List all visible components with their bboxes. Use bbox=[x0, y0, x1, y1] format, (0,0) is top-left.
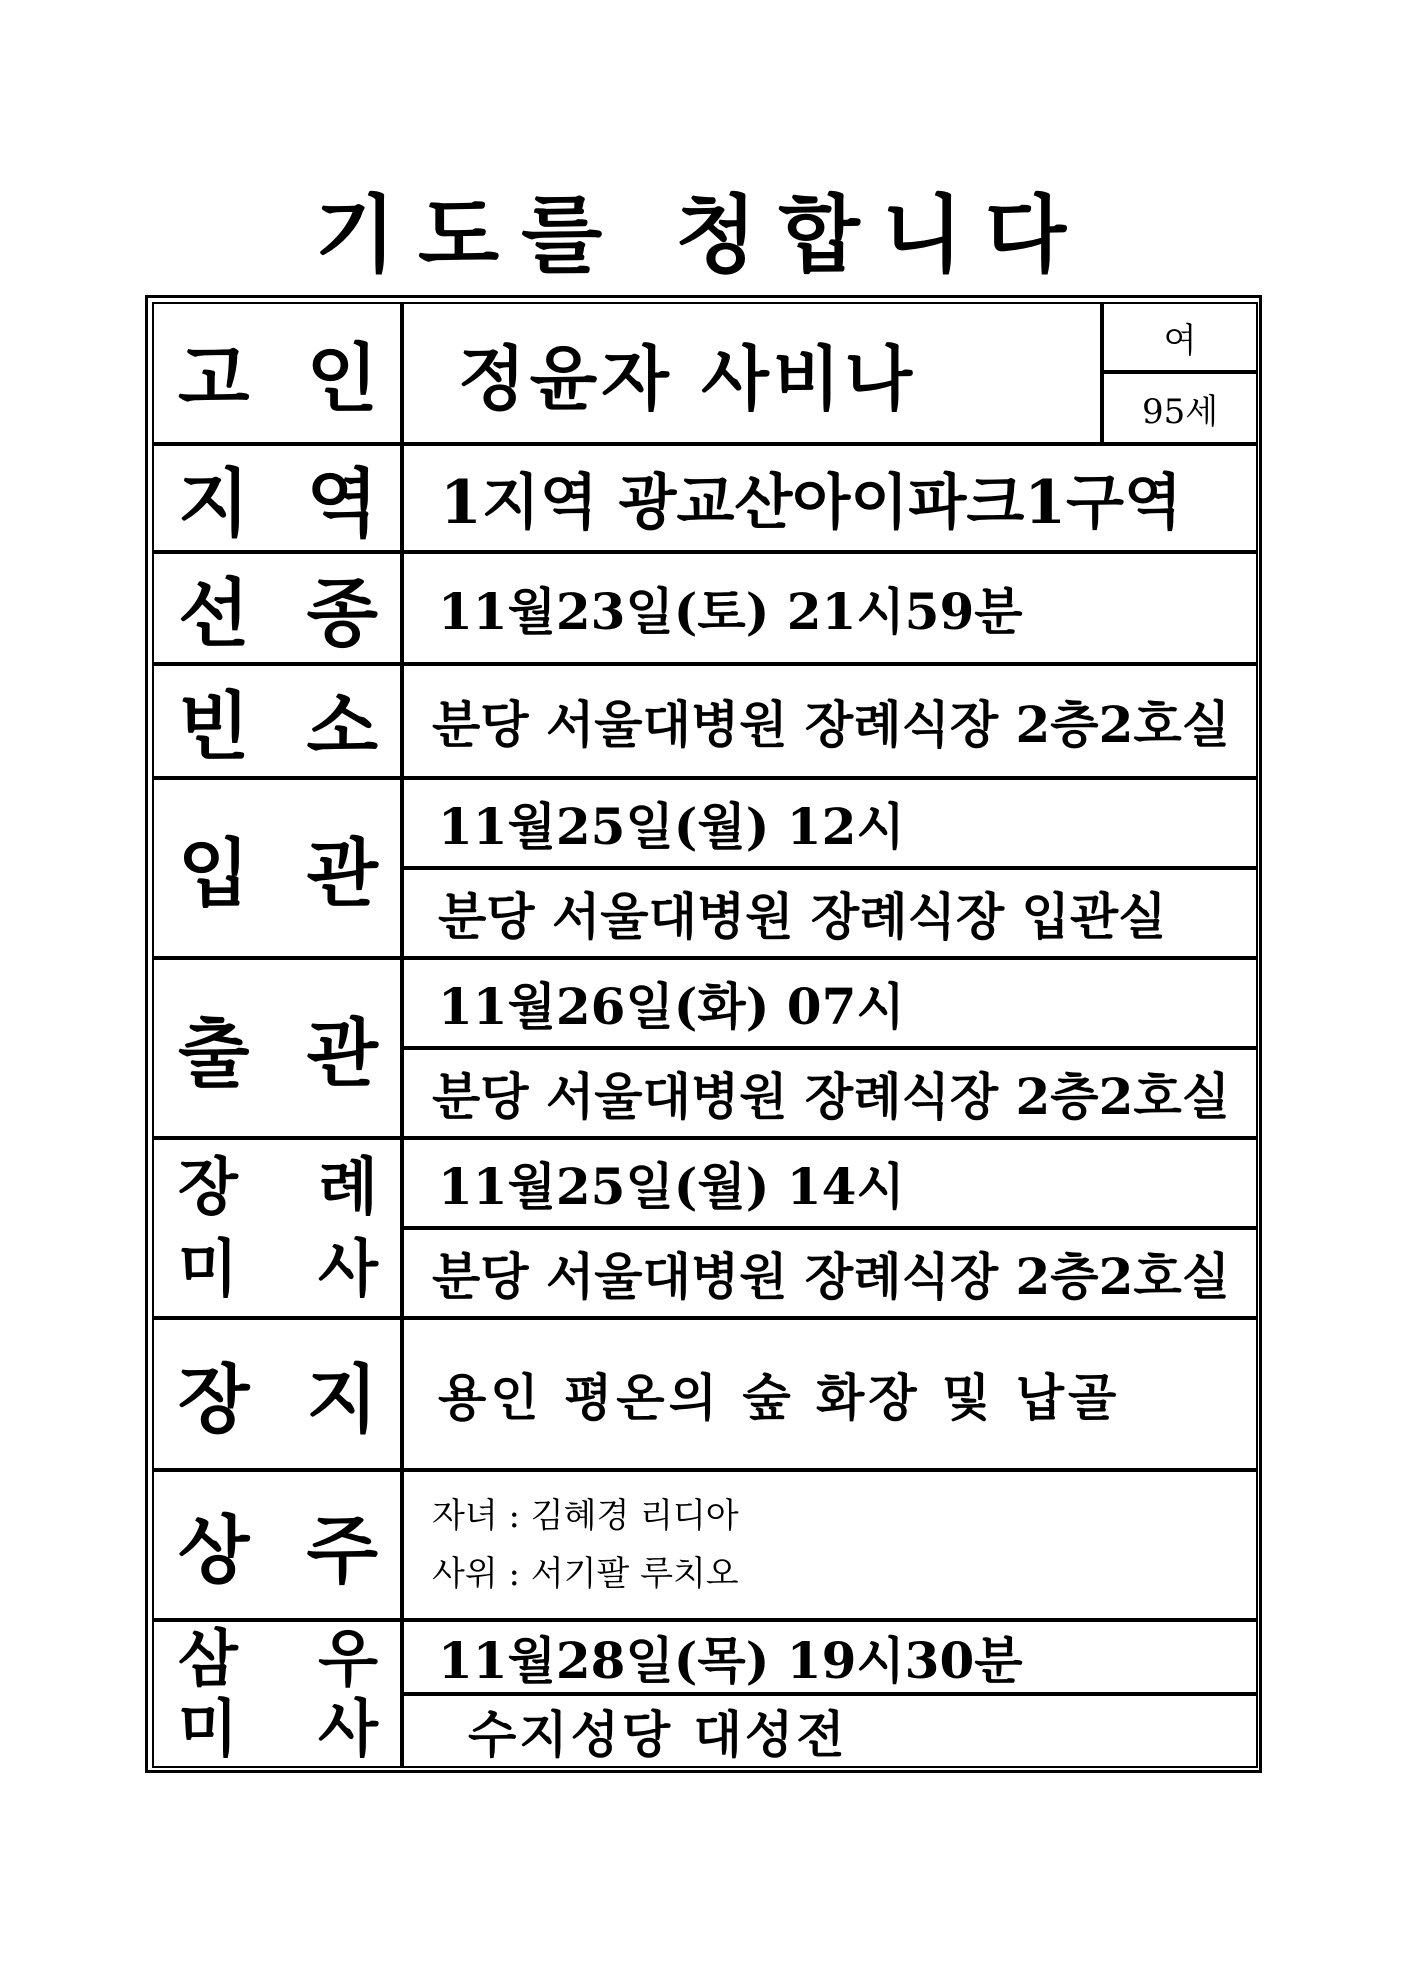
encoffin-place: 분당 서울대병원 장례식장 입관실 bbox=[402, 868, 1258, 958]
label-char: 빈 bbox=[178, 684, 250, 770]
label-char: 지 bbox=[306, 1357, 378, 1443]
label-char: 역 bbox=[306, 461, 378, 547]
label-char: 우 bbox=[318, 1622, 378, 1695]
label-burial bbox=[152, 1318, 402, 1470]
region-value: 1지역 광교산아이파크1구역 bbox=[402, 444, 1258, 552]
deceased-age: 95세 bbox=[1102, 372, 1258, 444]
label-char: 사 bbox=[318, 1232, 378, 1305]
label-char: 상 bbox=[178, 1508, 250, 1594]
chief-mourner-son-in-law: 사위 : 서기팔 루치오 bbox=[432, 1554, 739, 1594]
label-char: 삼 bbox=[178, 1622, 238, 1695]
label-char: 장 bbox=[178, 1357, 250, 1443]
death-value: 11월23일(토) 21시59분 bbox=[402, 552, 1258, 664]
label-char: 선 bbox=[178, 571, 250, 657]
page-title: 기도를 청합니다 bbox=[314, 185, 1089, 284]
label-char: 사 bbox=[318, 1692, 378, 1765]
label-char: 관 bbox=[306, 831, 378, 917]
label-char: 종 bbox=[306, 571, 378, 657]
encoffin-time: 11월25일(월) 12시 bbox=[402, 778, 1258, 868]
funeral-mass-place: 분당 서울대병원 장례식장 2층2호실 bbox=[402, 1228, 1258, 1318]
mortuary-value: 분당 서울대병원 장례식장 2층2호실 bbox=[402, 664, 1258, 778]
label-region bbox=[152, 444, 402, 552]
departure-time: 11월26일(화) 07시 bbox=[402, 958, 1258, 1048]
label-deceased bbox=[152, 302, 402, 444]
label-encoffin bbox=[152, 778, 402, 958]
label-char: 장 bbox=[178, 1150, 238, 1223]
chief-mourner-child: 자녀 : 김혜경 리디아 bbox=[432, 1496, 739, 1536]
label-char: 관 bbox=[306, 1011, 378, 1097]
label-mortuary bbox=[152, 664, 402, 778]
label-char: 미 bbox=[178, 1692, 238, 1765]
label-char: 미 bbox=[178, 1232, 238, 1305]
label-departure bbox=[152, 958, 402, 1138]
third-day-mass-place: 수지성당 대성전 bbox=[402, 1694, 1258, 1768]
departure-place: 분당 서울대병원 장례식장 2층2호실 bbox=[402, 1048, 1258, 1138]
label-char: 소 bbox=[306, 684, 378, 770]
label-char: 주 bbox=[306, 1508, 378, 1594]
obituary-table bbox=[145, 295, 1262, 1773]
chief-mourner-list bbox=[402, 1470, 1258, 1620]
burial-value: 용인 평온의 숲 화장 및 납골 bbox=[402, 1318, 1258, 1470]
third-day-mass-time: 11월28일(목) 19시30분 bbox=[402, 1620, 1258, 1694]
label-third-day-mass bbox=[152, 1620, 402, 1768]
label-char: 례 bbox=[318, 1150, 378, 1223]
label-chief-mourner bbox=[152, 1470, 402, 1620]
deceased-gender: 여 bbox=[1102, 302, 1258, 372]
label-funeral-mass bbox=[152, 1138, 402, 1318]
label-char: 고 bbox=[178, 336, 250, 422]
label-char: 입 bbox=[178, 831, 250, 917]
label-char: 출 bbox=[178, 1011, 250, 1097]
label-char: 지 bbox=[178, 461, 250, 547]
deceased-name: 정윤자 사비나 bbox=[402, 302, 1102, 444]
funeral-mass-time: 11월25일(월) 14시 bbox=[402, 1138, 1258, 1228]
label-char: 인 bbox=[306, 336, 378, 422]
label-death bbox=[152, 552, 402, 664]
